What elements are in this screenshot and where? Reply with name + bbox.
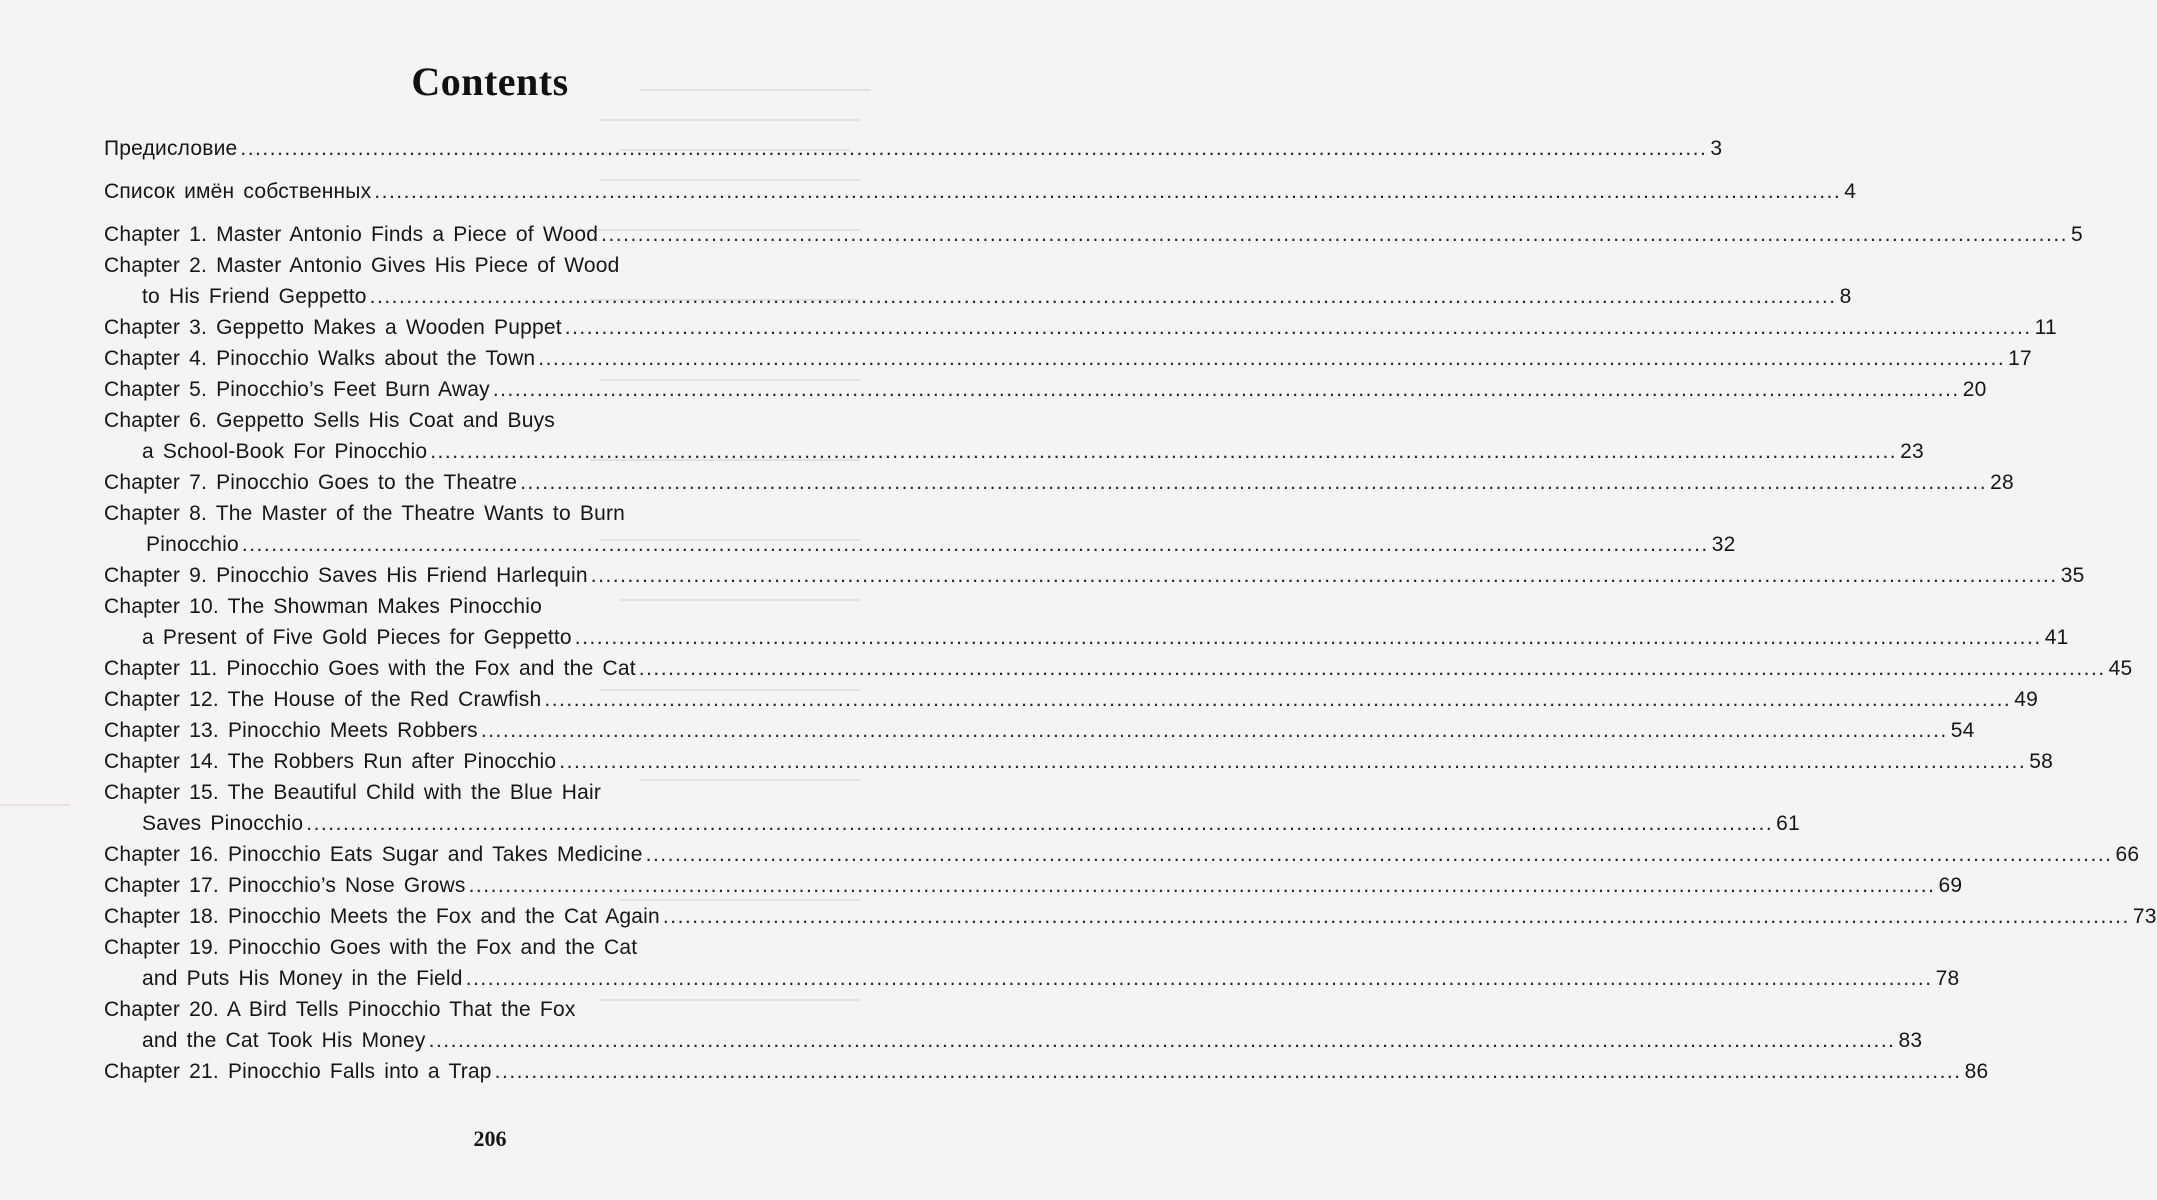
toc-entry[interactable] [104,374,1987,405]
toc-entry-title: Chapter 15. The Beautiful Child with the Blue Hair [104,781,602,804]
dot-leader: ........................................................................................................................................................................................................ [430,440,1898,463]
toc-entry[interactable] [104,498,870,529]
toc-page-number: 5 [2071,223,2083,246]
dot-leader: ........................................................................................................................................................................................................ [428,1029,1896,1052]
toc-page-number: 28 [1990,471,2014,494]
toc-page-number: 45 [2108,657,2133,680]
toc-entry-title: Chapter 3. Geppetto Makes a Wooden Puppet [104,316,562,339]
dot-leader: ........................................................................................................................................................................................................ [590,564,2058,587]
toc-entry[interactable] [104,219,2083,250]
toc-entry-title-continued: to His Friend Geppetto [142,285,367,308]
toc-entry-title: Chapter 14. The Robbers Run after Pinocchio [104,750,557,773]
toc-page-number: 23 [1900,440,1924,463]
toc-entry-title: Chapter 2. Master Antonio Gives His Piece of Wood [104,254,620,277]
toc-entry-title: Предисловие [104,137,238,160]
toc-entry[interactable] [104,653,2133,684]
toc-page-number: 58 [2029,750,2053,773]
dot-leader: ........................................................................................................................................................................................................ [520,471,1988,494]
toc-entry[interactable] [104,1056,1989,1087]
table-of-contents [104,133,2157,1087]
toc-entry-continuation[interactable] [104,963,1960,994]
toc-page-number: 49 [2014,688,2039,711]
page-number: 206 [473,1126,507,1151]
toc-page-number: 20 [1962,378,1987,401]
toc-entry[interactable] [104,746,2053,777]
toc-page-number: 78 [1935,967,1960,990]
toc-entry-title: Chapter 13. Pinocchio Meets Robbers [104,719,478,742]
toc-entry-title: Chapter 10. The Showman Makes Pinocchio [104,595,542,618]
dot-leader: ........................................................................................................................................................................................................ [480,719,1948,742]
toc-entry-continuation[interactable] [104,529,1736,560]
section-gap [104,207,870,219]
dot-leader: ........................................................................................................................................................................................................ [306,812,1774,835]
toc-entry-title: Список имён собственных [104,180,372,203]
toc-entry[interactable] [104,133,1723,164]
toc-entry-title: Chapter 7. Pinocchio Goes to the Theatre [104,471,518,494]
dot-leader: ........................................................................................................................................................................................................ [544,688,2012,711]
toc-page-number: 66 [2115,843,2140,866]
toc-entry[interactable] [104,343,2032,374]
toc-page-number: 8 [1839,285,1852,308]
toc-entry-title: Chapter 5. Pinocchio’s Feet Burn Away [104,378,490,401]
dot-leader: ........................................................................................................................................................................................................ [601,223,2069,246]
toc-page-number: 69 [1938,874,1963,897]
toc-entry[interactable] [104,591,870,622]
dot-leader: ........................................................................................................................................................................................................ [240,137,1708,160]
toc-entry-continuation[interactable] [104,622,2069,653]
toc-entry[interactable] [104,839,2140,870]
toc-entry[interactable] [104,870,1963,901]
dot-leader: ........................................................................................................................................................................................................ [662,905,2130,928]
toc-page-number: 3 [1710,137,1723,160]
toc-entry[interactable] [104,901,2157,932]
toc-page-number: 4 [1844,180,1857,203]
toc-entry-continuation[interactable] [104,436,1924,467]
toc-entry-continuation[interactable] [104,1025,1923,1056]
toc-entry-title: Chapter 12. The House of the Red Crawfish [104,688,542,711]
toc-entry-title: Chapter 20. A Bird Tells Pinocchio That the Fox [104,998,576,1021]
toc-entry[interactable] [104,560,2085,591]
dot-leader: ........................................................................................................................................................................................................ [559,750,2027,773]
toc-entry-title: Chapter 11. Pinocchio Goes with the Fox and the Cat [104,657,636,680]
toc-entry-title: Chapter 16. Pinocchio Eats Sugar and Takes Medicine [104,843,643,866]
dot-leader: ........................................................................................................................................................................................................ [645,843,2113,866]
dot-leader: ........................................................................................................................................................................................................ [374,180,1842,203]
toc-page-number: 83 [1898,1029,1923,1052]
dot-leader: ........................................................................................................................................................................................................ [638,657,2106,680]
toc-page-number: 17 [2008,347,2032,370]
toc-page-number: 86 [1964,1060,1989,1083]
toc-page-number: 41 [2044,626,2069,649]
dot-leader: ........................................................................................................................................................................................................ [465,967,1933,990]
toc-entry-title-continued: a Present of Five Gold Pieces for Geppetto [142,626,572,649]
dot-leader: ........................................................................................................................................................................................................ [492,378,1960,401]
toc-entry-continuation[interactable] [104,281,1852,312]
page-title: Contents [411,59,569,104]
section-gap [104,164,870,176]
toc-entry-title: Chapter 1. Master Antonio Finds a Piece of Wood [104,223,599,246]
toc-entry[interactable] [104,467,2014,498]
toc-entry-title-continued: and Puts His Money in the Field [142,967,463,990]
toc-entry-title-continued: a School-Book For Pinocchio [142,440,428,463]
toc-entry-title-continued: Pinocchio [146,533,239,556]
toc-page-number: 61 [1776,812,1800,835]
toc-entry-title: Chapter 4. Pinocchio Walks about the Town [104,347,536,370]
dot-leader: ........................................................................................................................................................................................................ [538,347,2006,370]
toc-entry-title: Chapter 17. Pinocchio’s Nose Grows [104,874,466,897]
toc-entry-title-continued: and the Cat Took His Money [142,1029,426,1052]
dot-leader: ........................................................................................................................................................................................................ [574,626,2042,649]
toc-entry[interactable] [104,684,2039,715]
toc-entry-title: Chapter 8. The Master of the Theatre Wants to Burn [104,502,626,525]
toc-entry-title: Chapter 19. Pinocchio Goes with the Fox and the Cat [104,936,638,959]
dot-leader: ........................................................................................................................................................................................................ [564,316,2032,339]
toc-page-number: 35 [2060,564,2085,587]
toc-entry[interactable] [104,994,870,1025]
toc-entry[interactable] [104,176,1857,207]
dot-leader: ........................................................................................................................................................................................................ [494,1060,1962,1083]
toc-page-number: 73 [2132,905,2157,928]
toc-entry[interactable] [104,312,2057,343]
dot-leader: ........................................................................................................................................................................................................ [241,533,1709,556]
dot-leader: ........................................................................................................................................................................................................ [468,874,1936,897]
toc-entry-continuation[interactable] [104,808,1800,839]
toc-entry[interactable] [104,250,870,281]
toc-entry-title-continued: Saves Pinocchio [142,812,304,835]
dot-leader: ........................................................................................................................................................................................................ [369,285,1837,308]
toc-entry[interactable] [104,405,870,436]
toc-page-number: 11 [2034,316,2057,339]
toc-entry-title: Chapter 9. Pinocchio Saves His Friend Harlequin [104,564,588,587]
toc-entry-title: Chapter 21. Pinocchio Falls into a Trap [104,1060,492,1083]
toc-entry[interactable] [104,932,870,963]
toc-entry-title: Chapter 18. Pinocchio Meets the Fox and the Cat Again [104,905,660,928]
toc-page-number: 54 [1950,719,1975,742]
toc-page-number: 32 [1711,533,1736,556]
toc-entry-title: Chapter 6. Geppetto Sells His Coat and Buys [104,409,555,432]
toc-entry[interactable] [104,777,870,808]
toc-entry[interactable] [104,715,1975,746]
